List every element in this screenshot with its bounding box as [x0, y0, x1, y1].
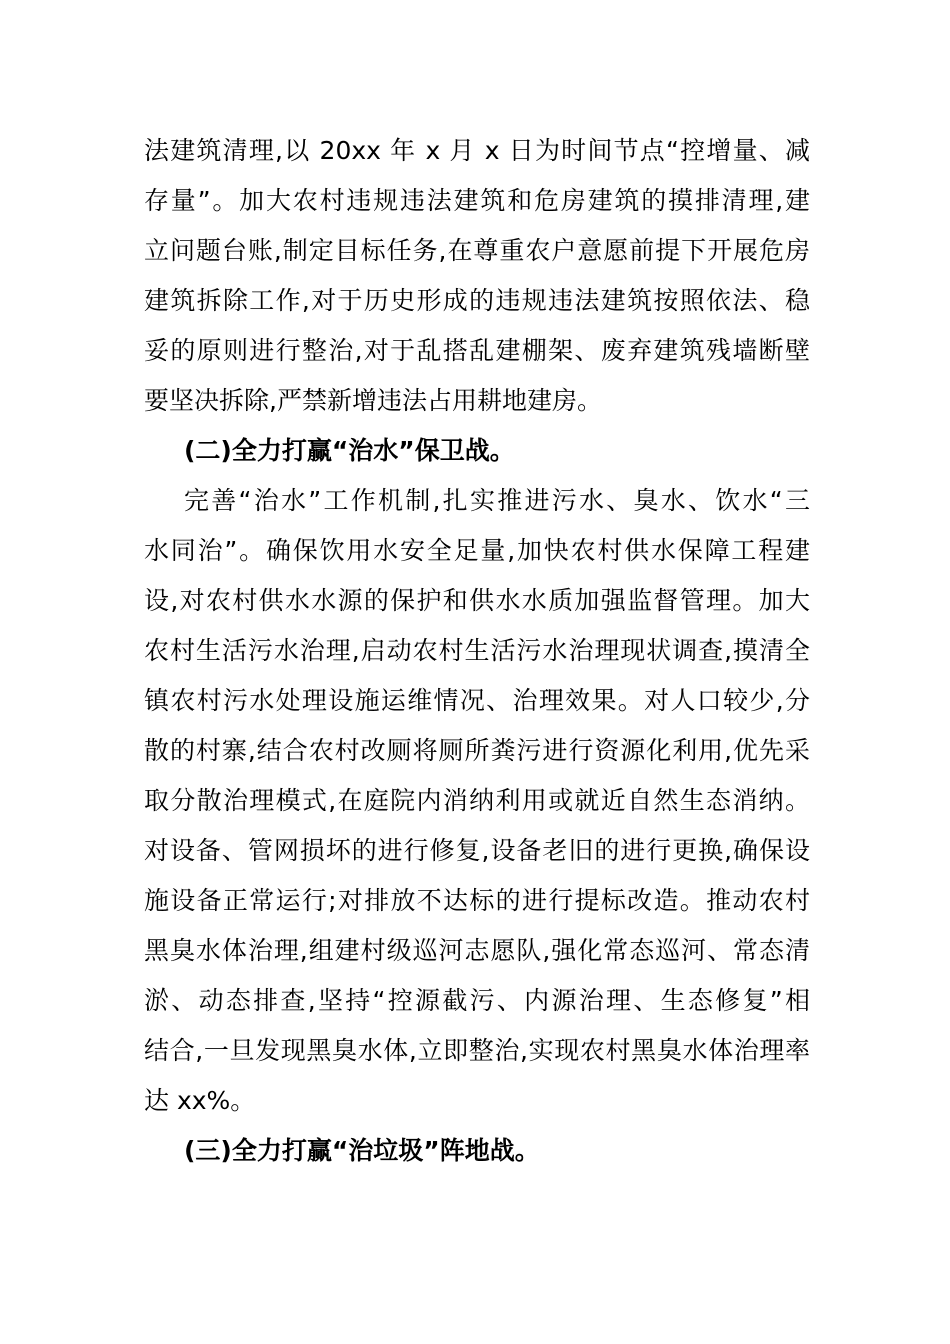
text-line: 妥的原则进行整治,对于乱搭乱建棚架、废弃建筑残墙断壁 — [144, 336, 810, 365]
section-heading-garbage: (三)全力打赢“治垃圾”阵地战。 — [184, 1136, 540, 1165]
text-line: 完善“治水”工作机制,扎实推进污水、臭水、饮水“三 — [184, 486, 810, 515]
text-line: 法建筑清理,以 20xx 年 x 月 x 日为时间节点“控增量、减 — [144, 136, 810, 165]
paragraph-water-governance — [144, 476, 810, 1126]
section-heading-water: (二)全力打赢“治水”保卫战。 — [184, 436, 515, 465]
text-line: 镇农村污水处理设施运维情况、治理效果。对人口较少,分 — [144, 686, 810, 715]
text-line: 要坚决拆除,严禁新增违法占用耕地建房。 — [144, 386, 602, 415]
text-line: 黑臭水体治理,组建村级巡河志愿队,强化常态巡河、常态清 — [144, 936, 810, 965]
text-line: 农村生活污水治理,启动农村生活污水治理现状调查,摸清全 — [144, 636, 810, 665]
text-line: 立问题台账,制定目标任务,在尊重农户意愿前提下开展危房 — [144, 236, 810, 265]
text-line: 淤、动态排查,坚持“控源截污、内源治理、生态修复”相 — [144, 986, 810, 1015]
text-line: 存量”。加大农村违规违法建筑和危房建筑的摸排清理,建 — [144, 186, 810, 215]
text-line: 散的村寨,结合农村改厕将厕所粪污进行资源化利用,优先采 — [144, 736, 810, 765]
text-line: 取分散治理模式,在庭院内消纳利用或就近自然生态消纳。 — [144, 786, 810, 815]
text-line: 水同治”。确保饮用水安全足量,加快农村供水保障工程建 — [144, 536, 810, 565]
text-line: 施设备正常运行;对排放不达标的进行提标改造。推动农村 — [144, 886, 810, 915]
text-line: 对设备、管网损坏的进行修复,设备老旧的进行更换,确保设 — [144, 836, 810, 865]
text-line: 建筑拆除工作,对于历史形成的违规违法建筑按照依法、稳 — [144, 286, 810, 315]
text-line: 达 xx%。 — [144, 1086, 256, 1115]
text-line: 结合,一旦发现黑臭水体,立即整治,实现农村黑臭水体治理率 — [144, 1036, 810, 1065]
paragraph-building-cleanup — [144, 126, 810, 426]
document-body — [144, 126, 810, 1176]
text-line: 设,对农村供水水源的保护和供水水质加强监督管理。加大 — [144, 586, 810, 615]
